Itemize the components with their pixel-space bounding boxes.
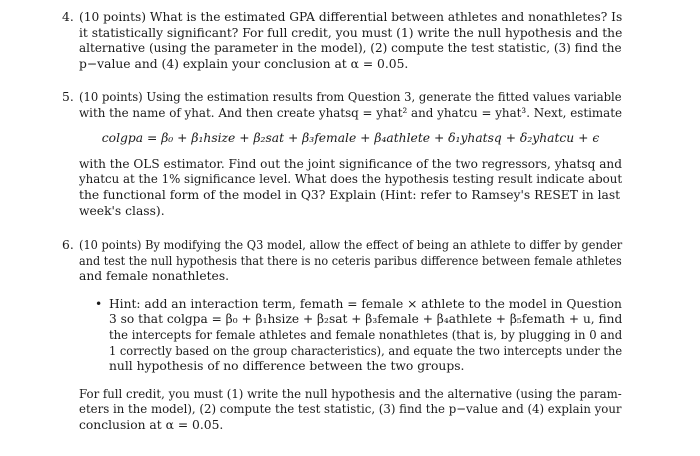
- bullet-icon: •: [95, 296, 103, 311]
- question-6-credit-paragraph: [79, 387, 622, 434]
- question-4: [62, 10, 622, 72]
- hint-line-2: 3 so that colgpa = β₀ + β₁hsize + β₂sat + β₃female + β₄athlete + β₅femath + u, find: [109, 312, 623, 327]
- question-4-line-1: (10 points) What is the estimated GPA differential between athletes and nonathletes? Is: [79, 10, 623, 24]
- question-6-line-1: (10 points) By modifying the Q3 model, allow the effect of being an athlete to differ by gender: [79, 238, 623, 252]
- question-4-line-3: alternative (using the parameter in the model), (2) compute the test statistic, (3) find the: [79, 41, 622, 56]
- question-5-body: [79, 90, 622, 219]
- question-5: [62, 90, 622, 219]
- question-6-line-3: and female nonathletes.: [79, 269, 230, 284]
- question-6-final-line-3: conclusion at α = 0.05.: [79, 417, 224, 432]
- question-6: [62, 238, 622, 434]
- hint-bullet: [95, 296, 623, 375]
- question-6-number: 6.: [62, 238, 74, 252]
- question-4-number: 4.: [62, 10, 74, 24]
- question-6-final-line-2: eters in the model), (2) compute the test statistic, (3) find the p−value and (4) explain your: [79, 402, 622, 417]
- question-6-line-2: and test the null hypothesis that there is no ceteris paribus difference between female athletes: [79, 253, 622, 268]
- question-5-after-line-3: the functional form of the model in Q3? Explain (Hint: refer to Ramsey's RESET in last: [79, 187, 621, 202]
- question-4-body: [79, 10, 622, 72]
- question-5-after-line-1: with the OLS estimator. Find out the joint significance of the two regressors, yhatsq and: [79, 156, 622, 171]
- question-5-after-line-4: week's class).: [79, 203, 165, 218]
- question-6-body: [79, 238, 622, 434]
- question-5-line-1: (10 points) Using the estimation results from Question 3, generate the fitted values variable: [79, 90, 622, 104]
- hint-line-3: the intercepts for female athletes and female nonathletes (that is, by plugging in 0 and: [109, 327, 623, 342]
- hint-line-4: 1 correctly based on the group characteristics), and equate the two intercepts under the: [109, 343, 623, 358]
- hint-line-5: null hypothesis of no difference between the two groups.: [109, 359, 465, 374]
- hint-line-1: Hint: add an interaction term, femath = female × athlete to the model in Question: [109, 296, 622, 311]
- question-5-line-2: with the name of yhat. And then create yhatsq = yhat² and yhatcu = yhat³. Next, estimate: [79, 105, 623, 120]
- question-5-after-line-2: yhatcu at the 1% significance level. What does the hypothesis testing result indicate about: [79, 172, 623, 187]
- question-6-final-line-1: For full credit, you must (1) write the null hypothesis and the alternative (using the param-: [79, 386, 622, 401]
- question-4-line-2: it statistically significant? For full credit, you must (1) write the null hypothesis and the: [79, 25, 623, 40]
- question-4-line-4: p−value and (4) explain your conclusion at α = 0.05.: [79, 56, 409, 71]
- question-5-number: 5.: [62, 90, 74, 104]
- question-5-equation: colgpa = β₀ + β₁hsize + β₂sat + β₃female + β₄athlete + δ₁yhatsq + δ₂yhatcu + ϵ: [101, 131, 600, 146]
